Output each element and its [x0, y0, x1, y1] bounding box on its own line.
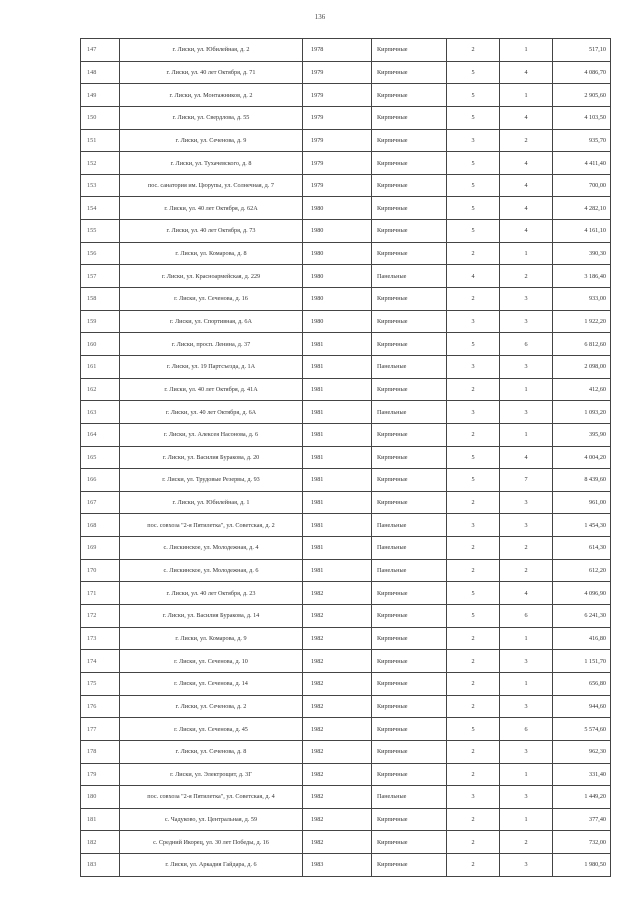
row-number: 166 — [81, 469, 120, 492]
housing-registry-table — [80, 38, 611, 877]
table-row — [81, 310, 611, 333]
total-area: 1 151,70 — [553, 650, 611, 673]
table-row — [81, 288, 611, 311]
floor-count: 2 — [447, 39, 500, 62]
wall-material: Кирпичные — [372, 220, 447, 243]
wall-material: Кирпичные — [372, 605, 447, 628]
build-year: 1979 — [303, 129, 372, 152]
table-row — [81, 537, 611, 560]
building-address: г. Лиски, ул. 19 Партсъезда, д. 1А — [120, 355, 303, 378]
building-address: г. Лиски, ул. Сеченова, д. 45 — [120, 718, 303, 741]
building-address: г. Лиски, ул. Сеченова, д. 16 — [120, 288, 303, 311]
table-row — [81, 514, 611, 537]
row-number: 148 — [81, 61, 120, 84]
build-year: 1982 — [303, 786, 372, 809]
build-year: 1983 — [303, 854, 372, 877]
entrance-count: 4 — [500, 197, 553, 220]
build-year: 1982 — [303, 605, 372, 628]
entrance-count: 3 — [500, 401, 553, 424]
row-number: 165 — [81, 446, 120, 469]
table-row — [81, 763, 611, 786]
build-year: 1982 — [303, 650, 372, 673]
floor-count: 2 — [447, 672, 500, 695]
table-row — [81, 740, 611, 763]
wall-material: Кирпичные — [372, 763, 447, 786]
total-area: 4 282,10 — [553, 197, 611, 220]
building-address: г. Лиски, ул. Сеченова, д. 14 — [120, 672, 303, 695]
table-row — [81, 174, 611, 197]
floor-count: 3 — [447, 310, 500, 333]
build-year: 1980 — [303, 310, 372, 333]
building-address: г. Лиски, ул. Комарова, д. 8 — [120, 242, 303, 265]
entrance-count: 6 — [500, 605, 553, 628]
total-area: 331,40 — [553, 763, 611, 786]
building-address: пос. санатория им. Цюрупы, ул. Солнечная, д. 7 — [120, 174, 303, 197]
table-row — [81, 129, 611, 152]
floor-count: 2 — [447, 831, 500, 854]
entrance-count: 3 — [500, 514, 553, 537]
table-row — [81, 152, 611, 175]
wall-material: Кирпичные — [372, 333, 447, 356]
table-row — [81, 220, 611, 243]
floor-count: 2 — [447, 854, 500, 877]
row-number: 171 — [81, 582, 120, 605]
wall-material: Кирпичные — [372, 854, 447, 877]
building-address: г. Лиски, ул. Монтажников, д. 2 — [120, 84, 303, 107]
entrance-count: 1 — [500, 672, 553, 695]
building-address: г. Лиски, ул. Сеченова, д. 8 — [120, 740, 303, 763]
build-year: 1982 — [303, 763, 372, 786]
floor-count: 5 — [447, 84, 500, 107]
wall-material: Кирпичные — [372, 672, 447, 695]
wall-material: Кирпичные — [372, 310, 447, 333]
row-number: 150 — [81, 106, 120, 129]
build-year: 1980 — [303, 242, 372, 265]
building-address: г. Лиски, ул. 40 лет Октября, д. 73 — [120, 220, 303, 243]
total-area: 962,30 — [553, 740, 611, 763]
floor-count: 5 — [447, 605, 500, 628]
entrance-count: 2 — [500, 831, 553, 854]
entrance-count: 3 — [500, 310, 553, 333]
table-row — [81, 401, 611, 424]
build-year: 1982 — [303, 740, 372, 763]
building-address: г. Лиски, ул. Юбилейная, д. 2 — [120, 39, 303, 62]
row-number: 174 — [81, 650, 120, 673]
total-area: 412,60 — [553, 378, 611, 401]
row-number: 163 — [81, 401, 120, 424]
table-row — [81, 582, 611, 605]
entrance-count: 4 — [500, 220, 553, 243]
table-row — [81, 61, 611, 84]
floor-count: 2 — [447, 763, 500, 786]
wall-material: Кирпичные — [372, 831, 447, 854]
build-year: 1980 — [303, 197, 372, 220]
floor-count: 2 — [447, 740, 500, 763]
wall-material: Панельные — [372, 537, 447, 560]
entrance-count: 2 — [500, 265, 553, 288]
row-number: 161 — [81, 355, 120, 378]
table-row — [81, 446, 611, 469]
entrance-count: 3 — [500, 491, 553, 514]
entrance-count: 6 — [500, 718, 553, 741]
total-area: 517,10 — [553, 39, 611, 62]
entrance-count: 1 — [500, 84, 553, 107]
floor-count: 2 — [447, 559, 500, 582]
building-address: г. Лиски, ул. Красноармейская, д. 229 — [120, 265, 303, 288]
row-number: 167 — [81, 491, 120, 514]
floor-count: 5 — [447, 333, 500, 356]
total-area: 3 186,40 — [553, 265, 611, 288]
wall-material: Кирпичные — [372, 491, 447, 514]
floor-count: 2 — [447, 695, 500, 718]
total-area: 1 922,20 — [553, 310, 611, 333]
floor-count: 5 — [447, 718, 500, 741]
row-number: 183 — [81, 854, 120, 877]
wall-material: Кирпичные — [372, 695, 447, 718]
build-year: 1978 — [303, 39, 372, 62]
floor-count: 5 — [447, 197, 500, 220]
build-year: 1981 — [303, 537, 372, 560]
build-year: 1981 — [303, 559, 372, 582]
build-year: 1981 — [303, 491, 372, 514]
build-year: 1979 — [303, 174, 372, 197]
total-area: 612,20 — [553, 559, 611, 582]
build-year: 1981 — [303, 333, 372, 356]
build-year: 1981 — [303, 355, 372, 378]
wall-material: Панельные — [372, 786, 447, 809]
build-year: 1980 — [303, 220, 372, 243]
total-area: 4 086,70 — [553, 61, 611, 84]
entrance-count: 3 — [500, 650, 553, 673]
total-area: 4 096,90 — [553, 582, 611, 605]
building-address: г. Лиски, ул. 40 лет Октября, д. 62А — [120, 197, 303, 220]
floor-count: 3 — [447, 514, 500, 537]
floor-count: 2 — [447, 288, 500, 311]
building-address: г. Лиски, ул. Василия Буракова, д. 20 — [120, 446, 303, 469]
total-area: 700,00 — [553, 174, 611, 197]
total-area: 1 980,50 — [553, 854, 611, 877]
build-year: 1982 — [303, 718, 372, 741]
build-year: 1979 — [303, 106, 372, 129]
entrance-count: 4 — [500, 152, 553, 175]
wall-material: Кирпичные — [372, 39, 447, 62]
floor-count: 3 — [447, 401, 500, 424]
total-area: 6 241,30 — [553, 605, 611, 628]
build-year: 1982 — [303, 627, 372, 650]
row-number: 175 — [81, 672, 120, 695]
build-year: 1979 — [303, 61, 372, 84]
row-number: 178 — [81, 740, 120, 763]
entrance-count: 3 — [500, 786, 553, 809]
row-number: 176 — [81, 695, 120, 718]
table-row — [81, 355, 611, 378]
floor-count: 2 — [447, 627, 500, 650]
table-row — [81, 242, 611, 265]
entrance-count: 3 — [500, 288, 553, 311]
wall-material: Кирпичные — [372, 129, 447, 152]
build-year: 1982 — [303, 672, 372, 695]
row-number: 169 — [81, 537, 120, 560]
building-address: г. Лиски, ул. Сеченова, д. 2 — [120, 695, 303, 718]
row-number: 179 — [81, 763, 120, 786]
entrance-count: 1 — [500, 242, 553, 265]
entrance-count: 4 — [500, 446, 553, 469]
building-address: г. Лиски, ул. Василия Буракова, д. 14 — [120, 605, 303, 628]
build-year: 1982 — [303, 808, 372, 831]
total-area: 2 905,60 — [553, 84, 611, 107]
row-number: 180 — [81, 786, 120, 809]
build-year: 1981 — [303, 446, 372, 469]
wall-material: Кирпичные — [372, 627, 447, 650]
wall-material: Кирпичные — [372, 446, 447, 469]
table-row — [81, 469, 611, 492]
entrance-count: 1 — [500, 627, 553, 650]
wall-material: Панельные — [372, 265, 447, 288]
wall-material: Кирпичные — [372, 84, 447, 107]
table-row — [81, 605, 611, 628]
total-area: 5 574,60 — [553, 718, 611, 741]
row-number: 173 — [81, 627, 120, 650]
row-number: 157 — [81, 265, 120, 288]
total-area: 377,40 — [553, 808, 611, 831]
entrance-count: 1 — [500, 378, 553, 401]
row-number: 147 — [81, 39, 120, 62]
row-number: 155 — [81, 220, 120, 243]
row-number: 182 — [81, 831, 120, 854]
floor-count: 2 — [447, 491, 500, 514]
building-address: г. Лиски, ул. Сеченова, д. 10 — [120, 650, 303, 673]
total-area: 390,30 — [553, 242, 611, 265]
build-year: 1979 — [303, 152, 372, 175]
table-row — [81, 491, 611, 514]
wall-material: Кирпичные — [372, 650, 447, 673]
floor-count: 3 — [447, 129, 500, 152]
row-number: 168 — [81, 514, 120, 537]
entrance-count: 4 — [500, 61, 553, 84]
table-row — [81, 39, 611, 62]
building-address: г. Лиски, ул. Алексея Насонова, д. 6 — [120, 423, 303, 446]
building-address: г. Лиски, ул. Тухачевского, д. 8 — [120, 152, 303, 175]
floor-count: 5 — [447, 220, 500, 243]
entrance-count: 2 — [500, 537, 553, 560]
total-area: 416,80 — [553, 627, 611, 650]
build-year: 1982 — [303, 695, 372, 718]
floor-count: 5 — [447, 106, 500, 129]
total-area: 732,00 — [553, 831, 611, 854]
floor-count: 5 — [447, 61, 500, 84]
building-address: с. Лискинское, ул. Молодежная, д. 6 — [120, 559, 303, 582]
total-area: 4 103,50 — [553, 106, 611, 129]
table-row — [81, 672, 611, 695]
page-number: 136 — [314, 13, 326, 21]
build-year: 1981 — [303, 401, 372, 424]
entrance-count: 4 — [500, 582, 553, 605]
table-row — [81, 197, 611, 220]
floor-count: 5 — [447, 174, 500, 197]
row-number: 149 — [81, 84, 120, 107]
building-address: г. Лиски, ул. Трудовые Резервы, д. 93 — [120, 469, 303, 492]
floor-count: 2 — [447, 537, 500, 560]
row-number: 158 — [81, 288, 120, 311]
table-row — [81, 786, 611, 809]
entrance-count: 6 — [500, 333, 553, 356]
wall-material: Кирпичные — [372, 174, 447, 197]
building-address: г. Лиски, ул. Аркадия Гайдара, д. 6 — [120, 854, 303, 877]
building-address: г. Лиски, ул. Свердлова, д. 55 — [120, 106, 303, 129]
building-address: с. Средний Икорец, ул. 30 лет Победы, д. 16 — [120, 831, 303, 854]
floor-count: 2 — [447, 378, 500, 401]
wall-material: Панельные — [372, 514, 447, 537]
entrance-count: 1 — [500, 423, 553, 446]
building-address: г. Лиски, просп. Ленина, д. 37 — [120, 333, 303, 356]
wall-material: Кирпичные — [372, 152, 447, 175]
building-address: г. Лиски, ул. Комарова, д. 9 — [120, 627, 303, 650]
wall-material: Панельные — [372, 401, 447, 424]
building-address: с. Чадуково, ул. Центральная, д. 59 — [120, 808, 303, 831]
building-address: пос. совхоза "2-я Пятилетка", ул. Советская, д. 4 — [120, 786, 303, 809]
row-number: 181 — [81, 808, 120, 831]
total-area: 395,90 — [553, 423, 611, 446]
entrance-count: 3 — [500, 695, 553, 718]
table-row — [81, 695, 611, 718]
entrance-count: 1 — [500, 763, 553, 786]
total-area: 935,70 — [553, 129, 611, 152]
entrance-count: 4 — [500, 174, 553, 197]
wall-material: Кирпичные — [372, 808, 447, 831]
row-number: 172 — [81, 605, 120, 628]
row-number: 170 — [81, 559, 120, 582]
table-row — [81, 559, 611, 582]
wall-material: Кирпичные — [372, 106, 447, 129]
building-address: г. Лиски, ул. Спортивная, д. 6А — [120, 310, 303, 333]
row-number: 153 — [81, 174, 120, 197]
total-area: 1 093,20 — [553, 401, 611, 424]
building-address: г. Лиски, ул. 40 лет Октября, д. 6А — [120, 401, 303, 424]
building-address: г. Лиски, ул. Юбилейная, д. 1 — [120, 491, 303, 514]
build-year: 1982 — [303, 582, 372, 605]
wall-material: Кирпичные — [372, 718, 447, 741]
row-number: 151 — [81, 129, 120, 152]
row-number: 159 — [81, 310, 120, 333]
total-area: 933,00 — [553, 288, 611, 311]
building-address: пос. совхоза "2-я Пятилетка", ул. Советская, д. 2 — [120, 514, 303, 537]
floor-count: 3 — [447, 786, 500, 809]
table-row — [81, 831, 611, 854]
wall-material: Кирпичные — [372, 423, 447, 446]
total-area: 2 098,00 — [553, 355, 611, 378]
wall-material: Кирпичные — [372, 197, 447, 220]
build-year: 1981 — [303, 378, 372, 401]
total-area: 656,80 — [553, 672, 611, 695]
total-area: 614,30 — [553, 537, 611, 560]
total-area: 4 004,20 — [553, 446, 611, 469]
entrance-count: 3 — [500, 355, 553, 378]
row-number: 162 — [81, 378, 120, 401]
floor-count: 2 — [447, 423, 500, 446]
table-row — [81, 627, 611, 650]
wall-material: Кирпичные — [372, 61, 447, 84]
entrance-count: 2 — [500, 129, 553, 152]
entrance-count: 3 — [500, 740, 553, 763]
entrance-count: 1 — [500, 39, 553, 62]
floor-count: 5 — [447, 582, 500, 605]
building-address: г. Лиски, ул. 40 лет Октября, д. 41А — [120, 378, 303, 401]
entrance-count: 4 — [500, 106, 553, 129]
building-address: с. Лискинское, ул. Молодежная, д. 4 — [120, 537, 303, 560]
building-address: г. Лиски, ул. 40 лет Октября, д. 23 — [120, 582, 303, 605]
table-row — [81, 808, 611, 831]
building-address: г. Лиски, ул. 40 лет Октября, д. 71 — [120, 61, 303, 84]
total-area: 6 812,60 — [553, 333, 611, 356]
table-row — [81, 718, 611, 741]
table-row — [81, 650, 611, 673]
floor-count: 4 — [447, 265, 500, 288]
wall-material: Панельные — [372, 559, 447, 582]
building-address: г. Лиски, ул. Электрощит, д. 3Г — [120, 763, 303, 786]
row-number: 177 — [81, 718, 120, 741]
build-year: 1981 — [303, 423, 372, 446]
table-row — [81, 333, 611, 356]
build-year: 1980 — [303, 288, 372, 311]
build-year: 1979 — [303, 84, 372, 107]
row-number: 154 — [81, 197, 120, 220]
table-row — [81, 84, 611, 107]
table-row — [81, 854, 611, 877]
table-row — [81, 265, 611, 288]
total-area: 1 449,20 — [553, 786, 611, 809]
total-area: 1 454,30 — [553, 514, 611, 537]
wall-material: Кирпичные — [372, 378, 447, 401]
floor-count: 2 — [447, 808, 500, 831]
floor-count: 2 — [447, 650, 500, 673]
wall-material: Кирпичные — [372, 740, 447, 763]
row-number: 152 — [81, 152, 120, 175]
total-area: 4 411,40 — [553, 152, 611, 175]
wall-material: Кирпичные — [372, 582, 447, 605]
wall-material: Панельные — [372, 355, 447, 378]
floor-count: 3 — [447, 355, 500, 378]
total-area: 961,00 — [553, 491, 611, 514]
build-year: 1980 — [303, 265, 372, 288]
wall-material: Кирпичные — [372, 469, 447, 492]
row-number: 156 — [81, 242, 120, 265]
table-row — [81, 106, 611, 129]
wall-material: Кирпичные — [372, 288, 447, 311]
row-number: 160 — [81, 333, 120, 356]
row-number: 164 — [81, 423, 120, 446]
table-row — [81, 423, 611, 446]
total-area: 944,60 — [553, 695, 611, 718]
build-year: 1981 — [303, 514, 372, 537]
floor-count: 5 — [447, 446, 500, 469]
total-area: 8 439,60 — [553, 469, 611, 492]
entrance-count: 7 — [500, 469, 553, 492]
build-year: 1981 — [303, 469, 372, 492]
floor-count: 2 — [447, 242, 500, 265]
building-address: г. Лиски, ул. Сеченова, д. 9 — [120, 129, 303, 152]
entrance-count: 1 — [500, 808, 553, 831]
entrance-count: 2 — [500, 559, 553, 582]
build-year: 1982 — [303, 831, 372, 854]
table-row — [81, 378, 611, 401]
wall-material: Кирпичные — [372, 242, 447, 265]
total-area: 4 161,10 — [553, 220, 611, 243]
floor-count: 5 — [447, 469, 500, 492]
floor-count: 5 — [447, 152, 500, 175]
entrance-count: 3 — [500, 854, 553, 877]
